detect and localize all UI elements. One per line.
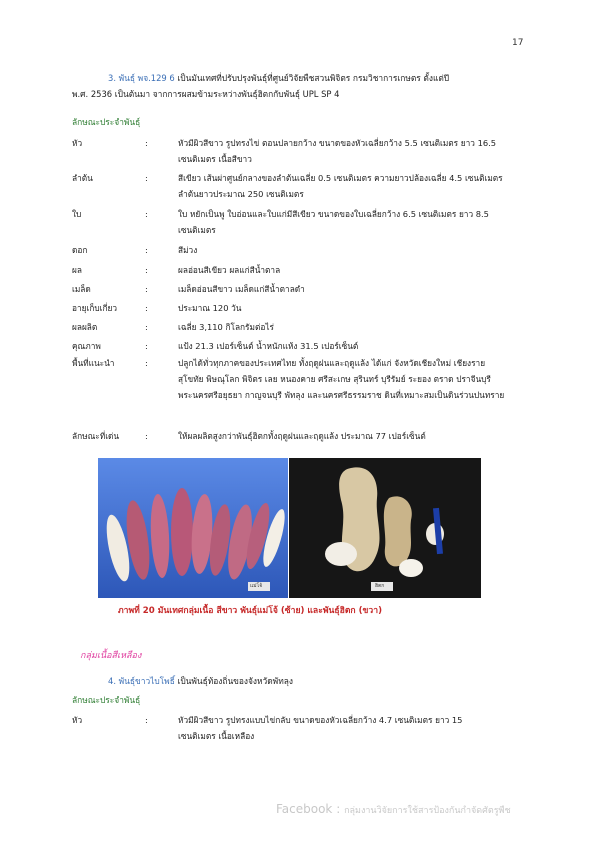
trait-label: ใบ xyxy=(72,209,82,219)
trait-colon: : xyxy=(145,431,148,441)
footer-text: กลุ่มงานวิจัยการใช้สารป้องกันกำจัดศัตรูพืช xyxy=(344,806,511,816)
trait-colon: : xyxy=(145,322,148,332)
trait-colon: : xyxy=(145,303,148,313)
trait-label: ผลผลิต xyxy=(72,322,98,332)
trait-label: ลักษณะที่เด่น xyxy=(72,431,120,441)
trait-label: พื้นที่แนะนำ xyxy=(72,358,115,368)
trait-row xyxy=(72,135,542,167)
footer-brand: Facebook : xyxy=(276,802,341,816)
trait-colon: : xyxy=(145,284,148,294)
trait-value: ใบ หยักเป็นพู ใบอ่อนและใบแก่มีสีเขียว ขนาดของใบเฉลี่ยกว้าง 6.5 เซนติเมตร ยาว 8.5 เซนติเมตร xyxy=(178,209,489,235)
photo-hitok xyxy=(289,458,481,598)
trait-colon: : xyxy=(145,209,148,219)
trait-colon: : xyxy=(145,265,148,275)
trait-label: หัว xyxy=(72,715,83,725)
page-number: 17 xyxy=(512,38,524,48)
trait-colon: : xyxy=(145,358,148,368)
trait-value: เมล็ดอ่อนสีขาว เมล็ดแก่สีน้ำตาลดำ xyxy=(178,284,305,294)
trait-label: ดอก xyxy=(72,245,88,255)
trait-label: คุณภาพ xyxy=(72,341,101,351)
variety-4-intro-rest: เป็นพันธุ์ท้องถิ่นของจังหวัดพัทลุง xyxy=(174,676,293,686)
trait-colon: : xyxy=(145,245,148,255)
group-title: กลุ่มเนื้อสีเหลือง xyxy=(80,651,142,661)
trait-label: หัว xyxy=(72,138,83,148)
trait-label: อายุเก็บเกี่ยว xyxy=(72,303,118,313)
photo-tag-right: ฮิตก xyxy=(375,583,385,589)
trait-value: แป้ง 21.3 เปอร์เซ็นต์ น้ำหนักแห้ง 31.5 เปอร์เซ็นต์ xyxy=(178,341,359,351)
trait-value: ให้ผลผลิตสูงกว่าพันธุ์ฮิตกทั้งฤดูฝนและฤดูแล้ง ประมาณ 77 เปอร์เซ็นต์ xyxy=(178,431,426,441)
variety-3-intro-line1: เป็นมันเทศที่ปรับปรุงพันธุ์ที่ศูนย์วิจัยพืชสวนพิจิตร กรมวิชาการเกษตร ตั้งแต่ปี xyxy=(174,73,450,83)
variety-4-intro xyxy=(108,673,293,689)
variety-3-intro xyxy=(72,70,552,102)
footer-watermark xyxy=(276,802,511,817)
trait-value: หัวมีผิวสีขาว รูปทรงไข่ ตอนปลายกว้าง ขนาดของหัวเฉลี่ยกว้าง 5.5 เซนติเมตร ยาว 16.5 เซนติเมตร เนื้อสีขาว xyxy=(178,138,497,164)
variety-3-number: 3. พันธุ์ พจ.129 6 xyxy=(108,73,175,83)
variety-3-intro-line2: พ.ศ. 2536 เป็นต้นมา จากการผสมข้ามระหว่างพันธุ์ฮิตกกับพันธุ์ UPL SP 4 xyxy=(72,89,340,99)
trait-row xyxy=(72,206,542,238)
trait-colon: : xyxy=(145,173,148,183)
trait-colon: : xyxy=(145,715,148,725)
variety-4-number: 4. พันธุ์ขาวไบโพธิ์ xyxy=(108,676,175,686)
trait-row xyxy=(72,170,542,202)
figure-caption: ภาพที่ 20 มันเทศกลุ่มเนื้อ สีขาว พันธุ์แม่โจ้ (ซ้าย) และพันธุ์ฮิตก (ขวา) xyxy=(118,606,383,616)
trait-value: สีม่วง xyxy=(178,245,198,255)
sweet-potato-illustration-right xyxy=(289,458,481,598)
trait-colon: : xyxy=(145,341,148,351)
sweet-potato-illustration-left xyxy=(98,458,288,598)
trait-row xyxy=(72,355,542,423)
trait-colon: : xyxy=(145,138,148,148)
trait-value: ประมาณ 120 วัน xyxy=(178,303,242,313)
trait-label: ลำต้น xyxy=(72,173,93,183)
trait-value: เฉลี่ย 3,110 กิโลกรัมต่อไร่ xyxy=(178,322,274,332)
trait-value: ปลูกได้ทั่วทุกภาคของประเทศไทย ทั้งฤดูฝนและฤดูแล้ง ได้แก่ จังหวัดเชียงใหม่ เชียงราย สุโขทัย พิษณุโลก พิจิตร เลย หนองคาย ศรีสะเกษ สุรินทร์ บุรีรัมย์ ระยอง ตราด ปราจีนบุรี พระนครศรีอยุธยา กาญจนบุรี พัทลุง และนครศรีธรรมราช ดินที่เหมาะสมเป็นดินร่วนปนทราย xyxy=(178,358,505,400)
section-heading-2: ลักษณะประจำพันธุ์ xyxy=(72,695,141,705)
trait-label: ผล xyxy=(72,265,82,275)
trait-value: สีเขียว เส้นผ่าศูนย์กลางของลำต้นเฉลี่ย 0.5 เซนติเมตร ความยาวปล้องเฉลี่ย 4.5 เซนติเมตร ลำต้นยาวประมาณ 250 เซนติเมตร xyxy=(178,173,503,199)
trait-value: หัวมีผิวสีขาว รูปทรงแบบไข่กลับ ขนาดของหัวเฉลี่ยกว้าง 4.7 เซนติเมตร ยาว 15 เซนติเมตร เนื้อเหลือง xyxy=(178,715,463,741)
trait-row xyxy=(72,712,542,746)
photo-maejo xyxy=(98,458,288,598)
section-heading: ลักษณะประจำพันธุ์ xyxy=(72,117,141,127)
photo-tag-left: แม่โจ้ xyxy=(250,583,263,589)
trait-value: ผลอ่อนสีเขียว ผลแก่สีน้ำตาล xyxy=(178,265,281,275)
trait-label: เมล็ด xyxy=(72,284,91,294)
